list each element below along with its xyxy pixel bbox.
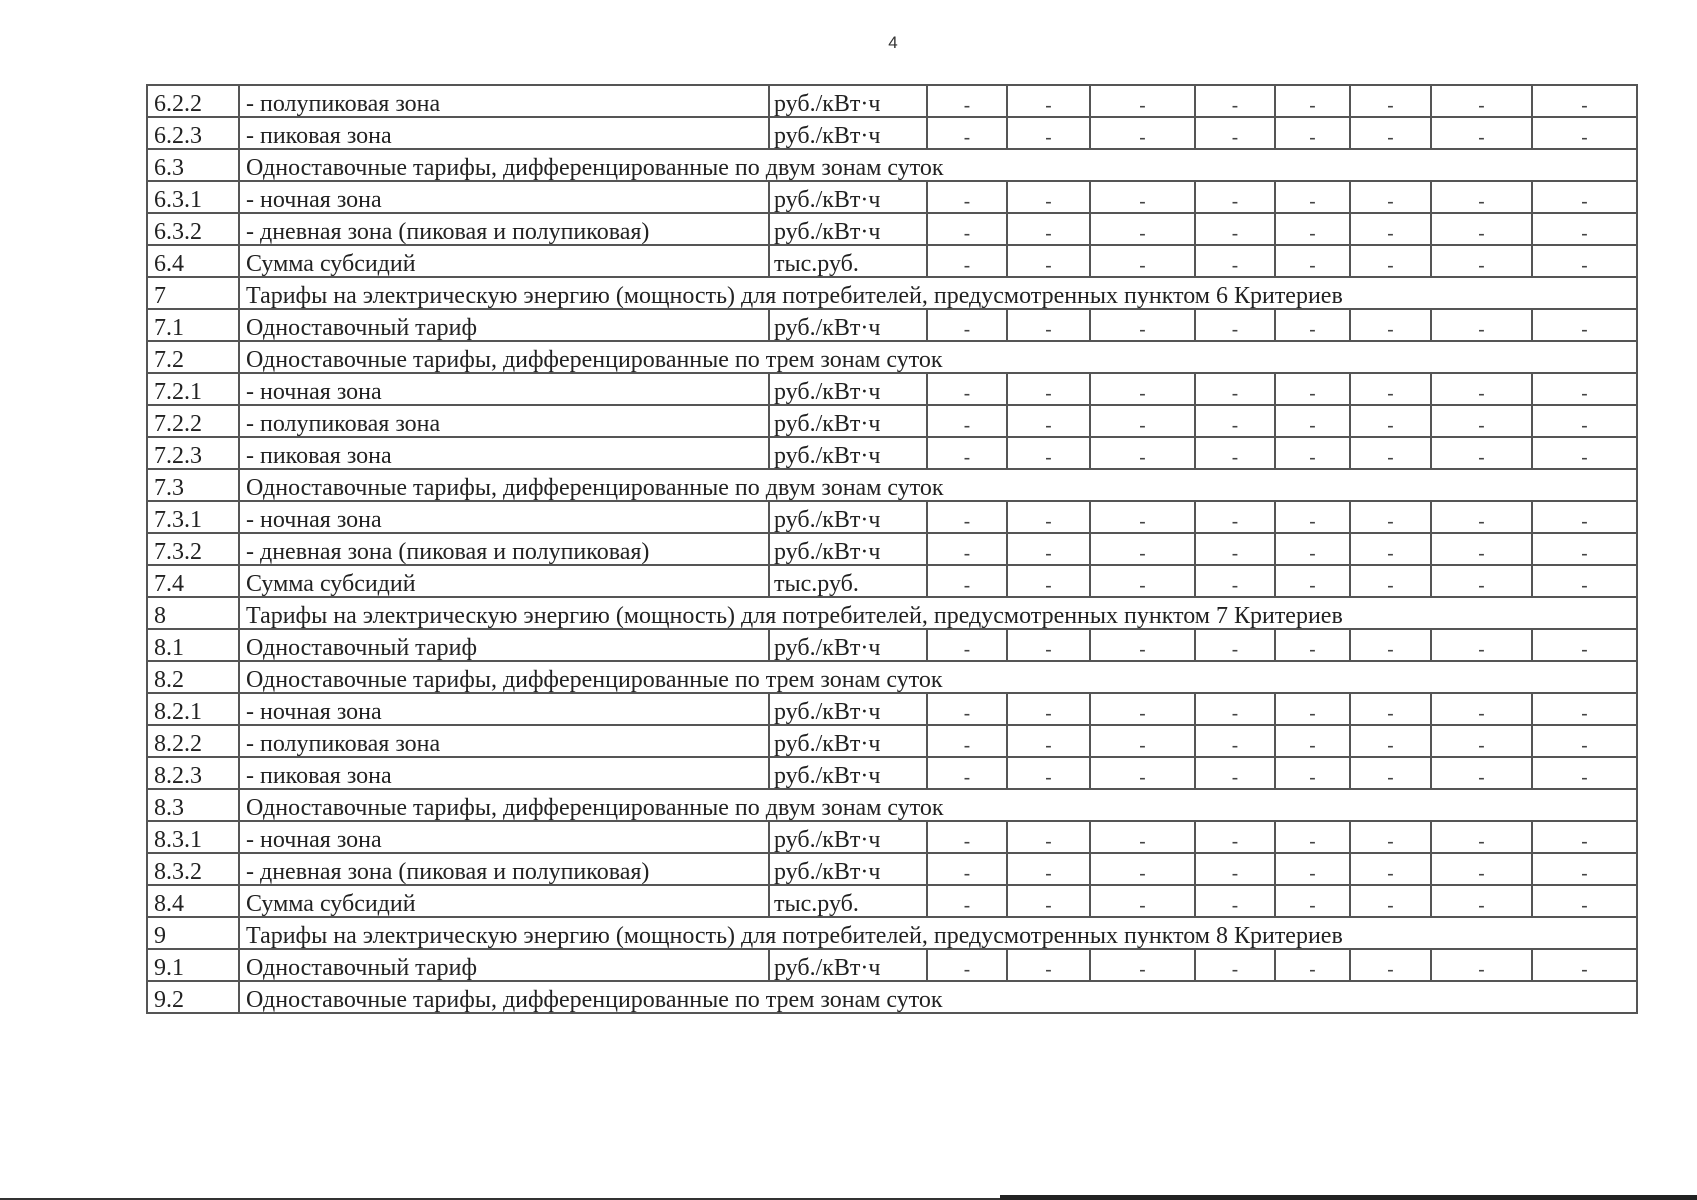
value-cell: -	[1195, 949, 1275, 981]
value-cell: -	[1090, 245, 1195, 277]
row-number: 8.2	[147, 661, 239, 693]
row-number: 9.1	[147, 949, 239, 981]
value-cell: -	[1532, 821, 1637, 853]
value-cell: -	[1350, 821, 1431, 853]
value-cell: -	[1195, 213, 1275, 245]
row-unit: тыс.руб.	[769, 885, 927, 917]
row-name: Сумма субсидий	[239, 885, 769, 917]
value-cell: -	[927, 885, 1007, 917]
value-cell: -	[1275, 437, 1350, 469]
value-cell: -	[927, 245, 1007, 277]
value-cell: -	[1007, 437, 1090, 469]
value-cell: -	[1532, 213, 1637, 245]
row-number: 8.3.1	[147, 821, 239, 853]
value-cell: -	[1431, 821, 1532, 853]
value-cell: -	[1350, 437, 1431, 469]
value-cell: -	[927, 853, 1007, 885]
value-cell: -	[927, 181, 1007, 213]
row-name: - полупиковая зона	[239, 405, 769, 437]
row-name: Одноставочный тариф	[239, 629, 769, 661]
row-unit: руб./кВт·ч	[769, 437, 927, 469]
table-row	[147, 533, 1637, 565]
value-cell: -	[1431, 181, 1532, 213]
row-unit: тыс.руб.	[769, 245, 927, 277]
value-cell: -	[927, 821, 1007, 853]
value-cell: -	[1090, 117, 1195, 149]
row-number: 6.2.3	[147, 117, 239, 149]
row-unit: руб./кВт·ч	[769, 853, 927, 885]
value-cell: -	[1195, 853, 1275, 885]
value-cell: -	[1195, 405, 1275, 437]
value-cell: -	[1350, 181, 1431, 213]
value-cell: -	[1275, 533, 1350, 565]
value-cell: -	[1350, 245, 1431, 277]
value-cell: -	[1090, 853, 1195, 885]
value-cell: -	[927, 629, 1007, 661]
table-row	[147, 853, 1637, 885]
value-cell: -	[1195, 85, 1275, 117]
table-row	[147, 565, 1637, 597]
row-number: 7.2.2	[147, 405, 239, 437]
row-unit: руб./кВт·ч	[769, 725, 927, 757]
value-cell: -	[1350, 949, 1431, 981]
value-cell: -	[927, 533, 1007, 565]
value-cell: -	[1532, 117, 1637, 149]
row-unit: руб./кВт·ч	[769, 373, 927, 405]
row-number: 6.3	[147, 149, 239, 181]
table-row	[147, 885, 1637, 917]
row-name: Одноставочный тариф	[239, 949, 769, 981]
table-row	[147, 181, 1637, 213]
value-cell: -	[1007, 693, 1090, 725]
value-cell: -	[1275, 405, 1350, 437]
row-name: - дневная зона (пиковая и полупиковая)	[239, 853, 769, 885]
row-number: 6.2.2	[147, 85, 239, 117]
value-cell: -	[1090, 501, 1195, 533]
row-number: 6.3.2	[147, 213, 239, 245]
row-unit: руб./кВт·ч	[769, 213, 927, 245]
row-number: 7.1	[147, 309, 239, 341]
value-cell: -	[1431, 405, 1532, 437]
row-number: 9.2	[147, 981, 239, 1013]
value-cell: -	[1350, 501, 1431, 533]
value-cell: -	[927, 757, 1007, 789]
value-cell: -	[1090, 629, 1195, 661]
value-cell: -	[1275, 725, 1350, 757]
table-row	[147, 629, 1637, 661]
value-cell: -	[1275, 117, 1350, 149]
value-cell: -	[1431, 309, 1532, 341]
row-unit: руб./кВт·ч	[769, 949, 927, 981]
row-unit: руб./кВт·ч	[769, 757, 927, 789]
table-row	[147, 821, 1637, 853]
row-name: - ночная зона	[239, 181, 769, 213]
row-name: Одноставочный тариф	[239, 309, 769, 341]
value-cell: -	[927, 437, 1007, 469]
value-cell: -	[1275, 821, 1350, 853]
table-section-row	[147, 789, 1637, 821]
value-cell: -	[1350, 85, 1431, 117]
value-cell: -	[1350, 757, 1431, 789]
row-number: 8.2.1	[147, 693, 239, 725]
value-cell: -	[1007, 501, 1090, 533]
section-title: Одноставочные тарифы, дифференцированные по трем зонам суток	[239, 661, 1637, 693]
value-cell: -	[1350, 725, 1431, 757]
row-name: Сумма субсидий	[239, 565, 769, 597]
value-cell: -	[1090, 181, 1195, 213]
value-cell: -	[927, 725, 1007, 757]
value-cell: -	[1431, 885, 1532, 917]
value-cell: -	[1275, 309, 1350, 341]
row-name: - ночная зона	[239, 373, 769, 405]
table-row	[147, 85, 1637, 117]
row-unit: руб./кВт·ч	[769, 85, 927, 117]
value-cell: -	[1007, 629, 1090, 661]
row-name: - ночная зона	[239, 821, 769, 853]
table-row	[147, 949, 1637, 981]
value-cell: -	[1431, 533, 1532, 565]
value-cell: -	[1431, 501, 1532, 533]
value-cell: -	[1275, 85, 1350, 117]
row-number: 7.3	[147, 469, 239, 501]
row-unit: руб./кВт·ч	[769, 693, 927, 725]
value-cell: -	[1195, 565, 1275, 597]
section-title: Тарифы на электрическую энергию (мощность) для потребителей, предусмотренных пунктом 8 Критериев	[239, 917, 1637, 949]
table-body	[147, 85, 1637, 1013]
value-cell: -	[1090, 405, 1195, 437]
value-cell: -	[1090, 949, 1195, 981]
section-title: Одноставочные тарифы, дифференцированные по двум зонам суток	[239, 149, 1637, 181]
value-cell: -	[1090, 437, 1195, 469]
table-row	[147, 309, 1637, 341]
value-cell: -	[1007, 309, 1090, 341]
row-name: - ночная зона	[239, 501, 769, 533]
value-cell: -	[1090, 565, 1195, 597]
value-cell: -	[1532, 885, 1637, 917]
table-row	[147, 693, 1637, 725]
row-number: 7.2	[147, 341, 239, 373]
row-number: 8	[147, 597, 239, 629]
value-cell: -	[1195, 885, 1275, 917]
value-cell: -	[1195, 501, 1275, 533]
value-cell: -	[1275, 181, 1350, 213]
value-cell: -	[1350, 405, 1431, 437]
section-title: Одноставочные тарифы, дифференцированные по трем зонам суток	[239, 341, 1637, 373]
value-cell: -	[1007, 117, 1090, 149]
row-unit: руб./кВт·ч	[769, 629, 927, 661]
table-section-row	[147, 981, 1637, 1013]
table-section-row	[147, 341, 1637, 373]
value-cell: -	[1431, 757, 1532, 789]
row-number: 8.2.3	[147, 757, 239, 789]
value-cell: -	[1532, 725, 1637, 757]
value-cell: -	[1350, 565, 1431, 597]
value-cell: -	[927, 501, 1007, 533]
section-title: Тарифы на электрическую энергию (мощность) для потребителей, предусмотренных пунктом 7 Критериев	[239, 597, 1637, 629]
value-cell: -	[1007, 85, 1090, 117]
value-cell: -	[1090, 725, 1195, 757]
value-cell: -	[1350, 213, 1431, 245]
value-cell: -	[1350, 629, 1431, 661]
value-cell: -	[1532, 565, 1637, 597]
value-cell: -	[1350, 885, 1431, 917]
row-unit: руб./кВт·ч	[769, 501, 927, 533]
value-cell: -	[1195, 533, 1275, 565]
row-name: - ночная зона	[239, 693, 769, 725]
table-row	[147, 501, 1637, 533]
value-cell: -	[1350, 117, 1431, 149]
row-number: 7.3.2	[147, 533, 239, 565]
page-number: 4	[888, 33, 898, 52]
row-number: 8.3	[147, 789, 239, 821]
value-cell: -	[1275, 501, 1350, 533]
value-cell: -	[1350, 309, 1431, 341]
value-cell: -	[1431, 245, 1532, 277]
value-cell: -	[1275, 853, 1350, 885]
value-cell: -	[927, 565, 1007, 597]
value-cell: -	[1195, 821, 1275, 853]
value-cell: -	[1431, 725, 1532, 757]
value-cell: -	[1431, 85, 1532, 117]
value-cell: -	[1532, 309, 1637, 341]
value-cell: -	[1090, 821, 1195, 853]
value-cell: -	[1007, 725, 1090, 757]
row-name: Сумма субсидий	[239, 245, 769, 277]
value-cell: -	[1350, 853, 1431, 885]
value-cell: -	[927, 949, 1007, 981]
table-section-row	[147, 661, 1637, 693]
value-cell: -	[1431, 629, 1532, 661]
value-cell: -	[1195, 693, 1275, 725]
value-cell: -	[1195, 725, 1275, 757]
row-number: 7.4	[147, 565, 239, 597]
value-cell: -	[1275, 565, 1350, 597]
value-cell: -	[1431, 949, 1532, 981]
value-cell: -	[1532, 533, 1637, 565]
table-section-row	[147, 469, 1637, 501]
value-cell: -	[1275, 885, 1350, 917]
value-cell: -	[1007, 181, 1090, 213]
value-cell: -	[1007, 821, 1090, 853]
value-cell: -	[927, 405, 1007, 437]
value-cell: -	[1532, 245, 1637, 277]
value-cell: -	[1532, 437, 1637, 469]
table-row	[147, 725, 1637, 757]
value-cell: -	[1007, 245, 1090, 277]
value-cell: -	[927, 693, 1007, 725]
value-cell: -	[1090, 213, 1195, 245]
row-name: - полупиковая зона	[239, 85, 769, 117]
section-title: Одноставочные тарифы, дифференцированные по двум зонам суток	[239, 789, 1637, 821]
value-cell: -	[927, 373, 1007, 405]
value-cell: -	[1090, 373, 1195, 405]
table-row	[147, 245, 1637, 277]
value-cell: -	[1195, 181, 1275, 213]
row-unit: руб./кВт·ч	[769, 309, 927, 341]
row-number: 8.4	[147, 885, 239, 917]
value-cell: -	[1532, 181, 1637, 213]
table-row	[147, 117, 1637, 149]
value-cell: -	[1090, 85, 1195, 117]
value-cell: -	[1350, 373, 1431, 405]
value-cell: -	[1275, 373, 1350, 405]
tariff-table	[146, 84, 1638, 1014]
value-cell: -	[1275, 213, 1350, 245]
value-cell: -	[1090, 533, 1195, 565]
row-unit: руб./кВт·ч	[769, 405, 927, 437]
value-cell: -	[1195, 245, 1275, 277]
table-section-row	[147, 277, 1637, 309]
value-cell: -	[1532, 85, 1637, 117]
row-name: - пиковая зона	[239, 117, 769, 149]
value-cell: -	[1431, 117, 1532, 149]
row-unit: руб./кВт·ч	[769, 821, 927, 853]
value-cell: -	[1431, 565, 1532, 597]
value-cell: -	[1431, 437, 1532, 469]
table-section-row	[147, 597, 1637, 629]
value-cell: -	[1195, 373, 1275, 405]
value-cell: -	[1090, 693, 1195, 725]
value-cell: -	[1532, 693, 1637, 725]
row-unit: руб./кВт·ч	[769, 181, 927, 213]
table-section-row	[147, 149, 1637, 181]
value-cell: -	[1431, 213, 1532, 245]
value-cell: -	[1007, 949, 1090, 981]
value-cell: -	[1195, 757, 1275, 789]
value-cell: -	[1431, 373, 1532, 405]
value-cell: -	[1532, 629, 1637, 661]
value-cell: -	[1532, 501, 1637, 533]
row-number: 7.2.1	[147, 373, 239, 405]
value-cell: -	[927, 309, 1007, 341]
value-cell: -	[1007, 757, 1090, 789]
value-cell: -	[1431, 693, 1532, 725]
value-cell: -	[1090, 885, 1195, 917]
row-number: 9	[147, 917, 239, 949]
row-unit: руб./кВт·ч	[769, 117, 927, 149]
value-cell: -	[1350, 693, 1431, 725]
row-name: - пиковая зона	[239, 437, 769, 469]
value-cell: -	[1007, 533, 1090, 565]
value-cell: -	[1532, 949, 1637, 981]
row-number: 7	[147, 277, 239, 309]
row-number: 8.1	[147, 629, 239, 661]
value-cell: -	[1275, 949, 1350, 981]
value-cell: -	[1532, 757, 1637, 789]
row-unit: руб./кВт·ч	[769, 533, 927, 565]
row-name: - дневная зона (пиковая и полупиковая)	[239, 533, 769, 565]
value-cell: -	[1090, 757, 1195, 789]
row-name: - дневная зона (пиковая и полупиковая)	[239, 213, 769, 245]
value-cell: -	[1532, 853, 1637, 885]
table-row	[147, 437, 1637, 469]
row-name: - полупиковая зона	[239, 725, 769, 757]
table-row	[147, 757, 1637, 789]
value-cell: -	[1195, 437, 1275, 469]
table-row	[147, 373, 1637, 405]
row-number: 8.3.2	[147, 853, 239, 885]
row-number: 6.3.1	[147, 181, 239, 213]
row-number: 7.3.1	[147, 501, 239, 533]
value-cell: -	[927, 85, 1007, 117]
value-cell: -	[1007, 853, 1090, 885]
table-section-row	[147, 917, 1637, 949]
value-cell: -	[1007, 405, 1090, 437]
value-cell: -	[1275, 757, 1350, 789]
section-title: Тарифы на электрическую энергию (мощность) для потребителей, предусмотренных пунктом 6 Критериев	[239, 277, 1637, 309]
section-title: Одноставочные тарифы, дифференцированные по двум зонам суток	[239, 469, 1637, 501]
value-cell: -	[1007, 885, 1090, 917]
value-cell: -	[1090, 309, 1195, 341]
value-cell: -	[927, 117, 1007, 149]
bottom-divider-thick	[1000, 1195, 1697, 1200]
value-cell: -	[927, 213, 1007, 245]
value-cell: -	[1007, 373, 1090, 405]
table-row	[147, 405, 1637, 437]
value-cell: -	[1532, 405, 1637, 437]
section-title: Одноставочные тарифы, дифференцированные по трем зонам суток	[239, 981, 1637, 1013]
row-name: - пиковая зона	[239, 757, 769, 789]
value-cell: -	[1350, 533, 1431, 565]
value-cell: -	[1275, 693, 1350, 725]
row-number: 7.2.3	[147, 437, 239, 469]
value-cell: -	[1195, 309, 1275, 341]
value-cell: -	[1431, 853, 1532, 885]
row-number: 8.2.2	[147, 725, 239, 757]
value-cell: -	[1007, 565, 1090, 597]
row-number: 6.4	[147, 245, 239, 277]
table-row	[147, 213, 1637, 245]
value-cell: -	[1195, 117, 1275, 149]
value-cell: -	[1195, 629, 1275, 661]
value-cell: -	[1007, 213, 1090, 245]
value-cell: -	[1532, 373, 1637, 405]
value-cell: -	[1275, 245, 1350, 277]
row-unit: тыс.руб.	[769, 565, 927, 597]
value-cell: -	[1275, 629, 1350, 661]
